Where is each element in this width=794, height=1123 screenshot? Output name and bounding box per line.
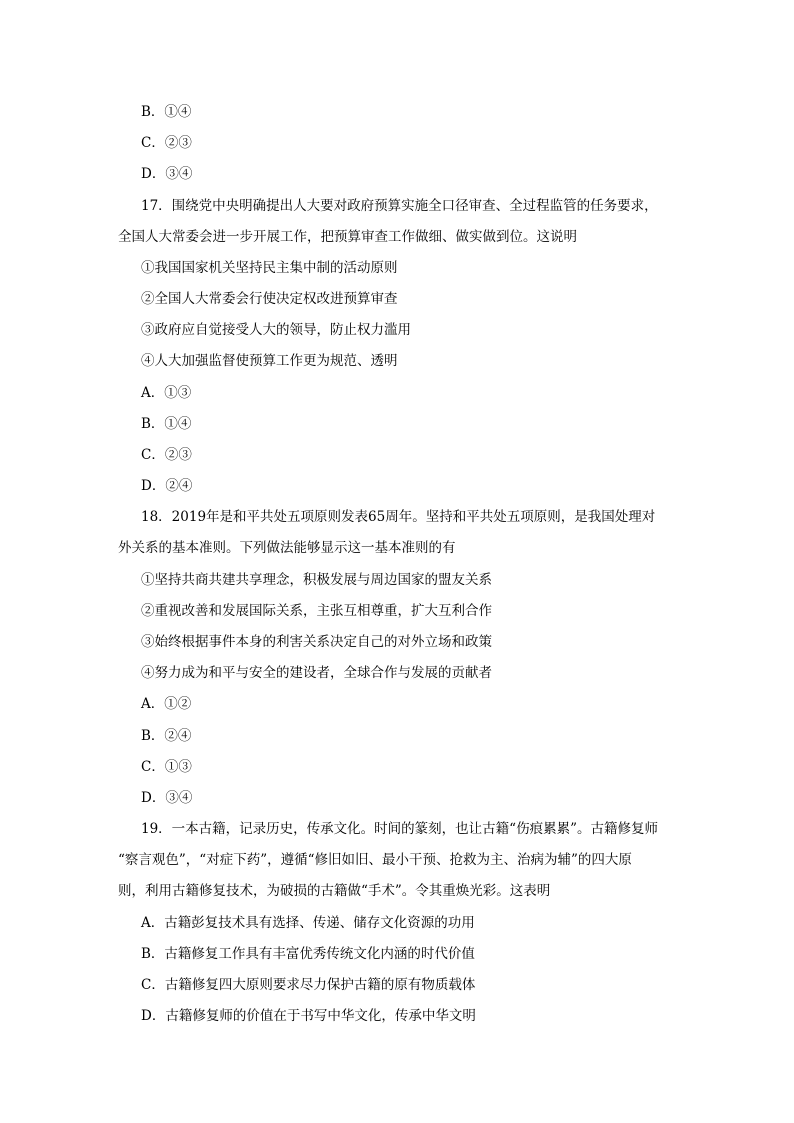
q16-option-b: B．①④ bbox=[141, 104, 192, 120]
q17-option-c: C．②③ bbox=[141, 447, 192, 463]
q17-stem-line-2: 全国人大常委会进一步开展工作，把预算审查工作做细、做实做到位。这说明 bbox=[118, 229, 577, 245]
q19-stem-line-3: 则，利用古籍修复技术，为破损的古籍做“手术”。令其重焕光彩。这表明 bbox=[118, 883, 551, 899]
q18-statement-3: ③始终根据事件本身的利害关系决定自己的对外立场和政策 bbox=[141, 634, 492, 650]
q18-statement-2: ②重视改善和发展国际关系，主张互相尊重，扩大互利合作 bbox=[141, 603, 492, 619]
q19-option-b: B．古籍修复工作具有丰富优秀传统文化内涵的时代价值 bbox=[141, 946, 475, 962]
q17-statement-3: ③政府应自觉接受人大的领导，防止权力滥用 bbox=[141, 322, 411, 338]
q17-statement-2: ②全国人大常委会行使决定权改进预算审查 bbox=[141, 291, 398, 307]
q18-statement-4: ④努力成为和平与安全的建设者，全球合作与发展的贡献者 bbox=[141, 665, 492, 681]
q17-option-d: D．②④ bbox=[141, 478, 193, 494]
q16-option-c: C．②③ bbox=[141, 135, 192, 151]
q19-stem-line-2: “察言观色”，“对症下药”，遵循“修旧如旧、最小干预、抢救为主、治病为辅”的四大原 bbox=[118, 852, 632, 868]
q18-stem-line-2: 外关系的基本准则。下列做法能够显示这一基本准则的有 bbox=[118, 540, 456, 556]
q18-option-c: C．①③ bbox=[141, 759, 192, 775]
q18-option-a: A．①② bbox=[141, 696, 192, 712]
q17-option-a: A．①③ bbox=[141, 385, 192, 401]
q17-option-b: B．①④ bbox=[141, 416, 192, 432]
q19-stem-line-1: 19．一本古籍，记录历史，传承文化。时间的篆刻，也让古籍“伤痕累累”。古籍修复师 bbox=[141, 821, 658, 837]
q16-option-d: D．③④ bbox=[141, 166, 193, 182]
q19-option-c: C．古籍修复四大原则要求尽力保护古籍的原有物质载体 bbox=[141, 977, 476, 993]
q18-option-d: D．③④ bbox=[141, 790, 193, 806]
q17-stem-line-1: 17．围绕党中央明确提出人大要对政府预算实施全口径审查、全过程监管的任务要求， bbox=[141, 198, 658, 214]
q18-stem-line-1: 18．2019年是和平共处五项原则发表65周年。坚持和平共处五项原则，是我国处理对 bbox=[141, 509, 656, 525]
q17-statement-1: ①我国国家机关坚持民主集中制的活动原则 bbox=[141, 260, 398, 276]
q19-option-d: D．古籍修复师的价值在于书写中华文化，传承中华文明 bbox=[141, 1008, 476, 1024]
q17-statement-4: ④人大加强监督使预算工作更为规范、透明 bbox=[141, 353, 398, 369]
q18-statement-1: ①坚持共商共建共享理念，积极发展与周边国家的盟友关系 bbox=[141, 572, 492, 588]
q19-option-a: A．古籍彭复技术具有选择、传递、储存文化资源的功用 bbox=[141, 915, 475, 931]
q18-option-b: B．②④ bbox=[141, 728, 192, 744]
